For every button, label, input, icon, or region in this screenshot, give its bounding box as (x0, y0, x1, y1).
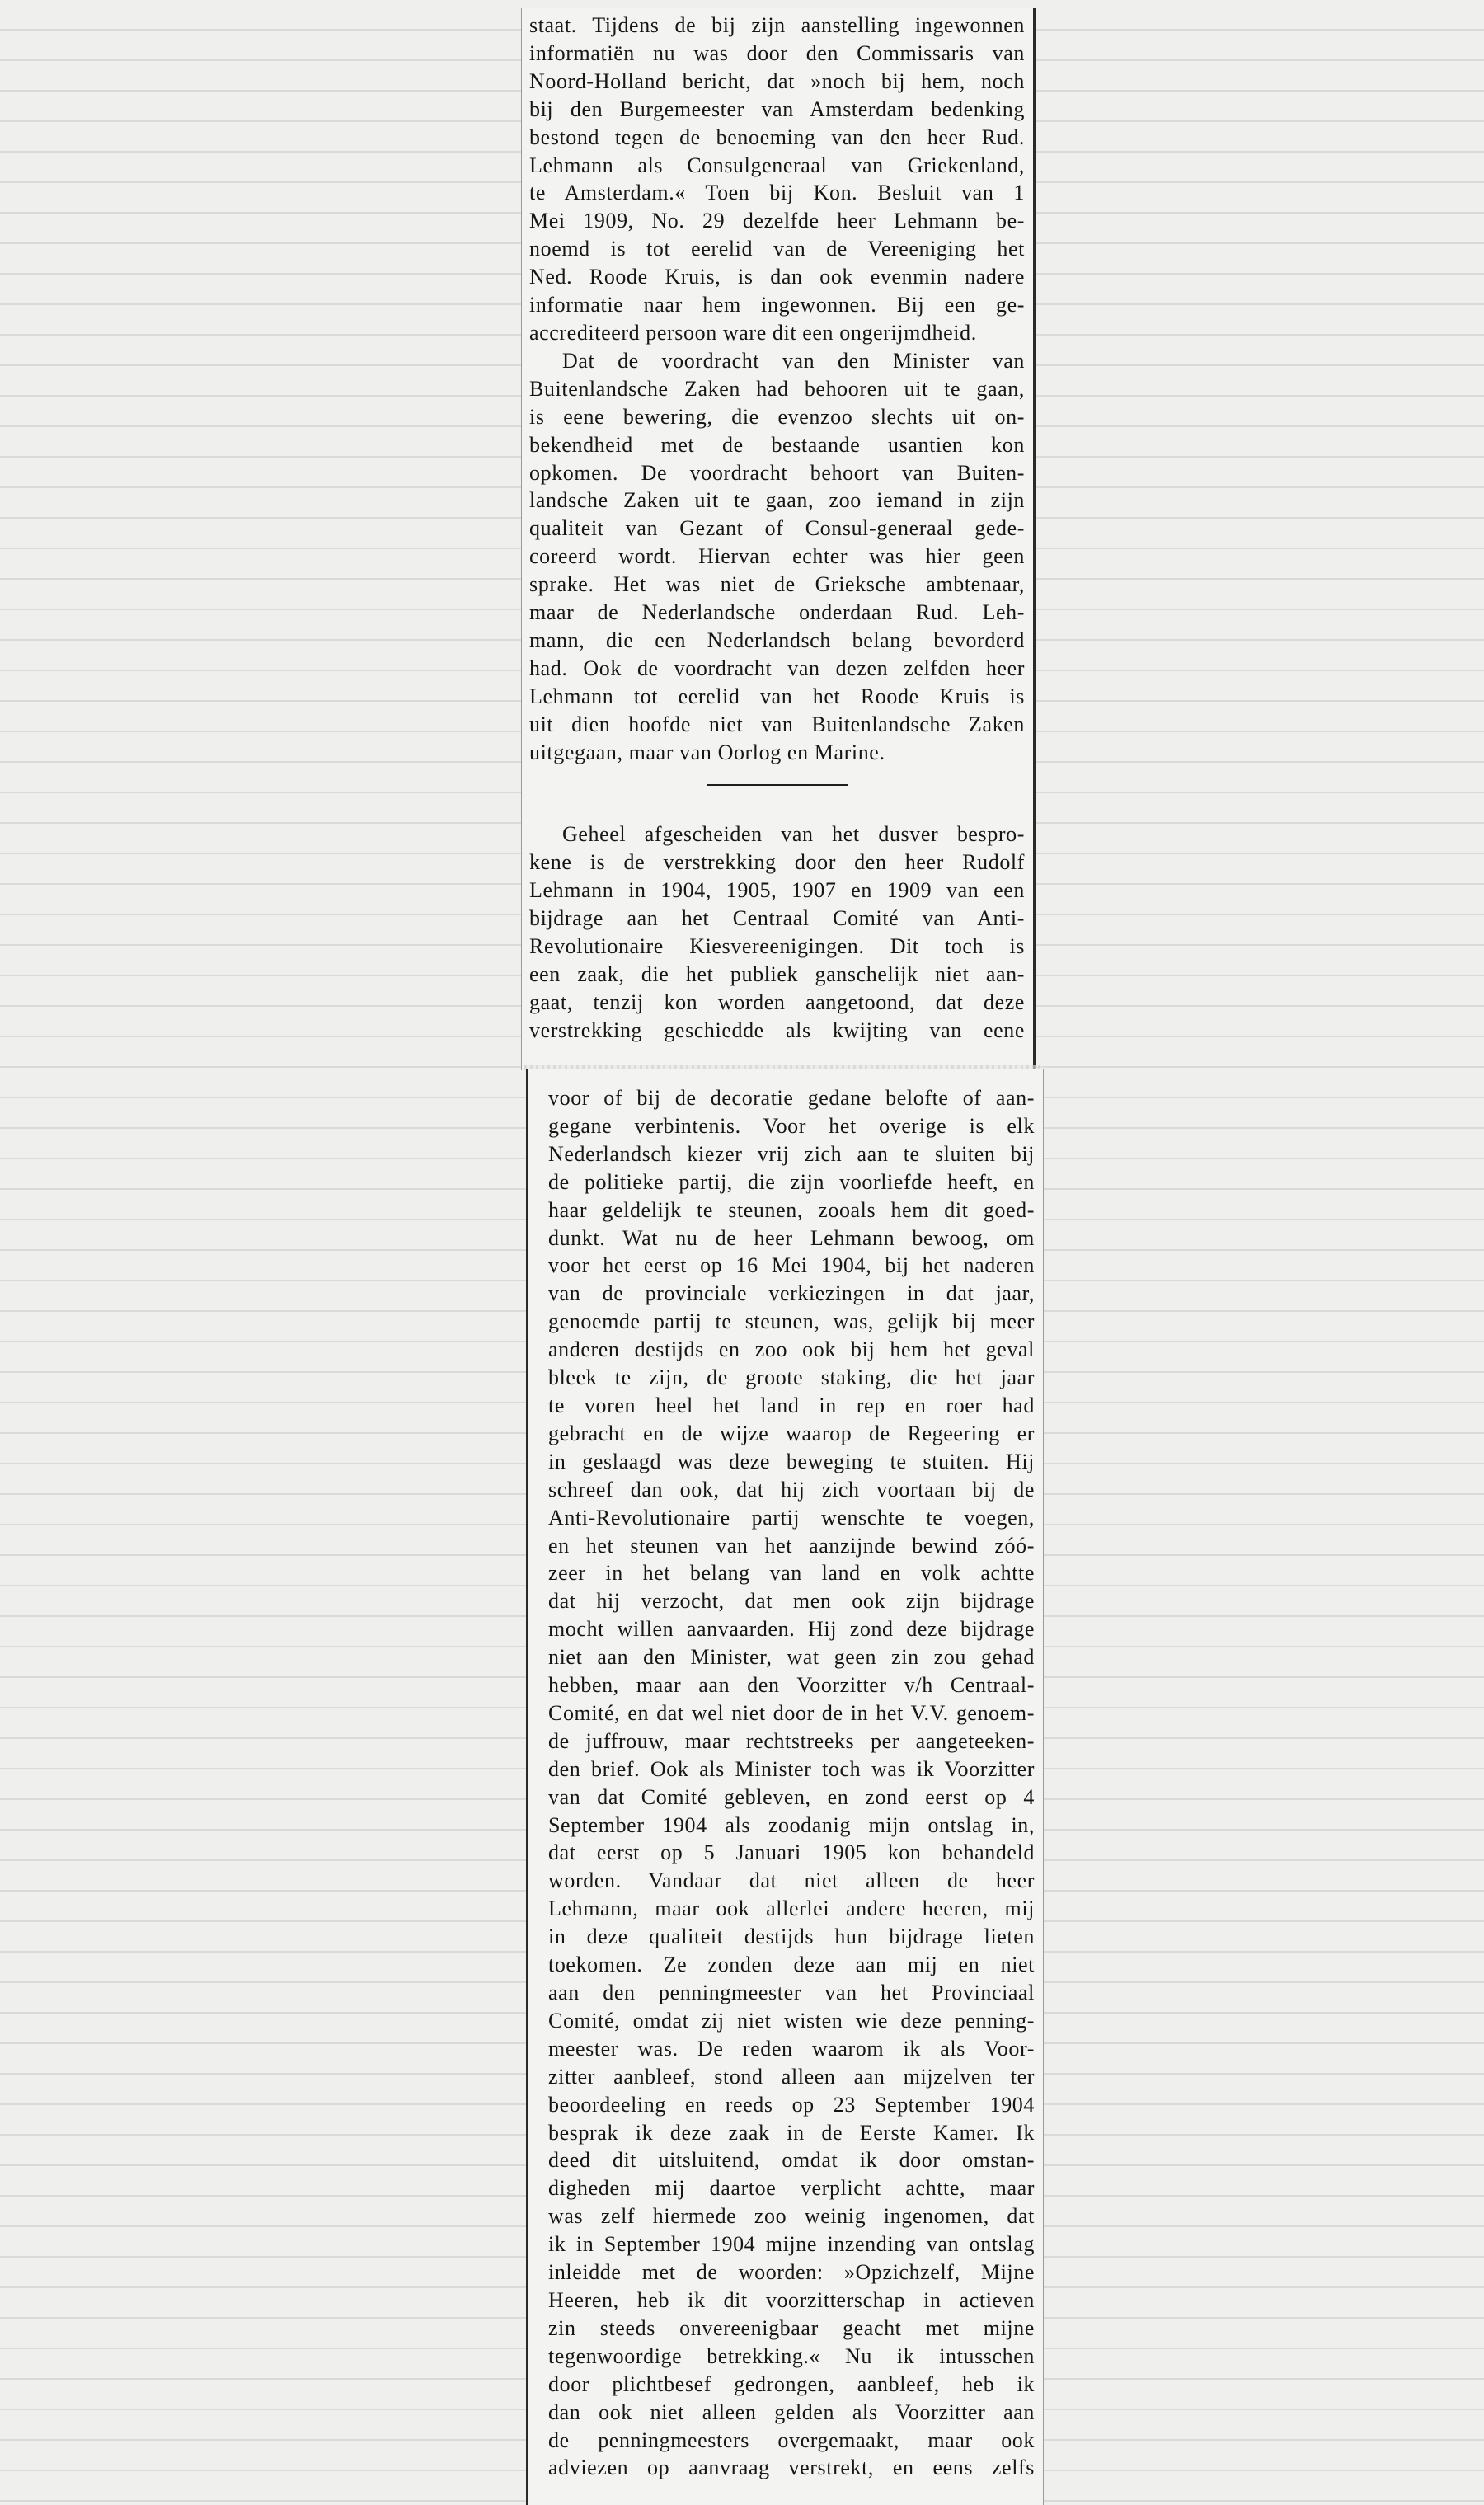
text-line: aan den penningmeester van het Provinciaal (548, 1981, 1035, 2004)
text-line: Nederlandsch kiezer vrij zich aan te sluiten bij (548, 1141, 1035, 1166)
text-line: Heeren, heb ik dit voorzitterschap in actieven (548, 2287, 1035, 2312)
text-line: Buitenlandsche Zaken had behooren uit te gaan, (529, 376, 1025, 401)
text-line: door plichtbesef gedrongen, aanbleef, heb ik (548, 2371, 1035, 2396)
text-line: bekendheid met de bestaande usantien kon (529, 432, 1025, 457)
text-line: hebben, maar aan den Voorzitter v/h Centraal- (548, 1673, 1035, 1698)
text-line: accrediteerd persoon ware dit een ongerijmdheid. (529, 320, 977, 345)
text-line: Comité, omdat zij niet wisten wie deze penning- (548, 2008, 1035, 2033)
text-line: Noord-Holland bericht, dat »noch bij hem, noch (529, 68, 1025, 93)
text-line: informatie naar hem ingewonnen. Bij een ge- (529, 293, 1025, 317)
text-line: genoemde partij te steunen, was, gelijk bij meer (548, 1309, 1035, 1334)
text-line: ik in September 1904 mijne inzending van ontslag (548, 2232, 1035, 2257)
text-line: uitgegaan, maar van Oorlog en Marine. (529, 740, 885, 764)
text-line: haar geldelijk te steunen, zooals hem dit goed- (548, 1197, 1035, 1222)
text-line: tegenwoordige betrekking.« Nu ik intusschen (548, 2343, 1035, 2368)
text-line: was zelf hiermede zoo weinig ingenomen, dat (548, 2204, 1035, 2229)
text-line: is eene bewering, die evenzoo slechts uit on- (529, 404, 1025, 429)
text-line: een zaak, die het publiek ganschelijk niet aan- (529, 962, 1025, 986)
text-line: worden. Vandaar dat niet alleen de heer (548, 1868, 1035, 1893)
text-line: dat eerst op 5 Januari 1905 kon behandeld (548, 1840, 1035, 1865)
text-line: besprak ik deze zaak in de Eerste Kamer. Ik (548, 2120, 1035, 2145)
text-line: Comité, en dat wel niet door de in het V.V. genoem- (548, 1700, 1035, 1725)
text-line: de juffrouw, maar rechtstreeks per aangeteeken- (548, 1728, 1035, 1753)
text-line: maar de Nederlandsche onderdaan Rud. Leh- (529, 600, 1025, 625)
text-line: en het steunen van het aanzijnde bewind zóó- (548, 1533, 1035, 1558)
text-line: uit dien hoofde niet van Buitenlandsche Zaken (529, 712, 1025, 736)
newspaper-clipping-bottom (526, 1069, 1044, 2505)
text-line: Ned. Roode Kruis, is dan ook evenmin nadere (529, 265, 1025, 289)
text-line: coreerd wordt. Hiervan echter was hier geen (529, 544, 1025, 569)
text-line: noemd is tot eerelid van de Vereeniging het (529, 237, 1025, 261)
text-line: in geslaagd was deze beweging te stuiten. Hij (548, 1449, 1035, 1473)
section-divider (707, 784, 848, 786)
text-line: bleek te zijn, de groote staking, die het jaar (548, 1365, 1035, 1390)
text-line: gegane verbintenis. Voor het overige is elk (548, 1113, 1035, 1138)
text-line: zin steeds onvereenigbaar geacht met mijne (548, 2315, 1035, 2340)
text-line: digheden mij daartoe verplicht achtte, maar (548, 2176, 1035, 2201)
text-line: bestond tegen de benoeming van den heer Rud. (529, 125, 1025, 149)
text-line: voor het eerst op 16 Mei 1904, bij het naderen (548, 1253, 1035, 1278)
text-line: bijdrage aan het Centraal Comité van Anti- (529, 906, 1025, 931)
text-line: verstrekking geschiedde als kwijting van eene (529, 1018, 1025, 1042)
text-line: Geheel afgescheiden van het dusver bespro- (562, 822, 1025, 847)
newspaper-clipping-top (521, 8, 1036, 1070)
text-line: niet aan den Minister, wat geen zin zou gehad (548, 1645, 1035, 1670)
text-line: Lehmann in 1904, 1905, 1907 en 1909 van een (529, 878, 1025, 903)
text-line: Anti-Revolutionaire partij wenschte te voegen, (548, 1505, 1035, 1530)
text-line: bij den Burgemeester van Amsterdam bedenking (529, 96, 1025, 121)
text-line: September 1904 als zoodanig mijn ontslag in, (548, 1812, 1035, 1837)
text-line: Revolutionaire Kiesvereenigingen. Dit toch is (529, 934, 1025, 959)
text-line: kene is de verstrekking door den heer Rudolf (529, 850, 1025, 875)
text-line: Lehmann als Consulgeneraal van Griekenland, (529, 153, 1025, 177)
text-line: beoordeeling en reeds op 23 September 1904 (548, 2092, 1035, 2117)
text-line: anderen destijds en zoo ook bij hem het geval (548, 1337, 1035, 1362)
paragraph-group-1 (529, 12, 1025, 766)
text-line: Mei 1909, No. 29 dezelfde heer Lehmann be- (529, 209, 1025, 233)
text-line: opkomen. De voordracht behoort van Buiten- (529, 460, 1025, 485)
text-line: meester was. De reden waarom ik als Voor- (548, 2036, 1035, 2061)
text-line: de politieke partij, die zijn voorliefde heeft, en (548, 1169, 1035, 1194)
text-line: dan ook niet alleen gelden als Voorzitter aan (548, 2399, 1035, 2424)
text-line: van dat Comité gebleven, en zond eerst op 4 (548, 1784, 1035, 1809)
text-line: zitter aanbleef, stond alleen aan mijzelven ter (548, 2064, 1035, 2089)
text-line: qualiteit van Gezant of Consul-generaal gede- (529, 516, 1025, 541)
text-line: te Amsterdam.« Toen bij Kon. Besluit van 1 (529, 181, 1025, 205)
paragraph-group-2 (529, 820, 1025, 1044)
text-line: mann, die een Nederlandsch belang bevorderd (529, 627, 1025, 652)
text-line: in deze qualiteit destijds hun bijdrage lieten (548, 1925, 1035, 1949)
text-line: informatiën nu was door den Commissaris van (529, 40, 1025, 65)
text-line: adviezen op aanvraag verstrekt, en eens zelfs (548, 2456, 1035, 2480)
text-line: landsche Zaken uit te gaan, zoo iemand in zijn (529, 488, 1025, 513)
text-line: de penningmeesters overgemaakt, maar ook (548, 2427, 1035, 2452)
text-line: den brief. Ook als Minister toch was ik Voorzitter (548, 1756, 1035, 1781)
text-line: dunkt. Wat nu de heer Lehmann bewoog, om (548, 1225, 1035, 1250)
text-line: van de provinciale verkiezingen in dat jaar, (548, 1281, 1035, 1306)
text-line: schreef dan ook, dat hij zich voortaan bij de (548, 1477, 1035, 1502)
text-line: Dat de voordracht van den Minister van (562, 348, 1025, 373)
text-line: deed dit uitsluitend, omdat ik door omstan- (548, 2148, 1035, 2173)
text-line: Lehmann, maar ook allerlei andere heeren, mij (548, 1896, 1035, 1921)
text-line: voor of bij de decoratie gedane belofte of aan- (548, 1086, 1035, 1110)
text-line: mocht willen aanvaarden. Hij zond deze bijdrage (548, 1617, 1035, 1642)
text-line: te voren heel het land in rep en roer had (548, 1393, 1035, 1417)
text-line: dat hij verzocht, dat men ook zijn bijdrage (548, 1589, 1035, 1614)
text-line: had. Ook de voordracht van dezen zelfden heer (529, 656, 1025, 680)
text-line: zeer in het belang van land en volk achtte (548, 1561, 1035, 1586)
text-line: gaat, tenzij kon worden aangetoond, dat deze (529, 989, 1025, 1014)
text-line: toekomen. Ze zonden deze aan mij en niet (548, 1953, 1035, 1977)
text-line: inleidde met de woorden: »Opzichzelf, Mijne (548, 2260, 1035, 2285)
text-line: staat. Tijdens de bij zijn aanstelling ingewonnen (529, 13, 1025, 37)
text-line: gebracht en de wijze waarop de Regeering er (548, 1421, 1035, 1445)
text-line: sprake. Het was niet de Grieksche ambtenaar, (529, 572, 1025, 597)
text-line: Lehmann tot eerelid van het Roode Kruis is (529, 684, 1025, 708)
